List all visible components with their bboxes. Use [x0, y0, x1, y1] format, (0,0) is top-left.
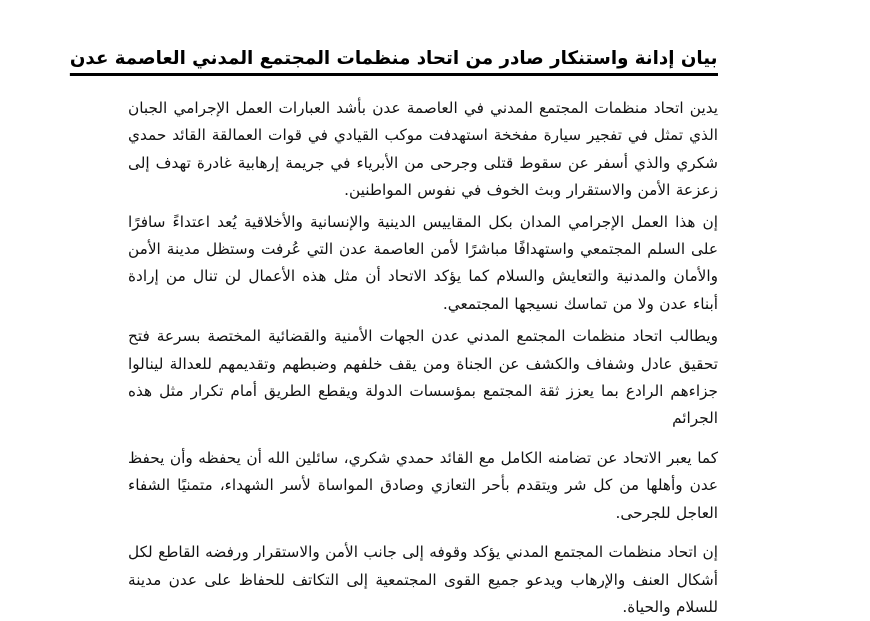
- paragraph-2: إن هذا العمل الإجرامي المدان بكل المقاييس الدينية والإنسانية والأخلاقية يُعد اعتداءً سافرًا على السلم المجتمعي واستهدافًا مباشرًا لأمن العاصمة عدن التي عُرفت وستظل مدينة الأمن والأمان والمدنية والتعايش والسلام كما يؤكد الاتحاد أن مثل هذه الأعمال لن تنال من إرادة أبناء عدن ولا من تماسك نسيجها المجتمعي.: [128, 212, 718, 313]
- document-title: [70, 0, 718, 76]
- paragraph-3: ويطالب اتحاد منظمات المجتمع المدني عدن الجهات الأمنية والقضائية المختصة بسرعة فتح تحقيق عادل وشفاف والكشف عن الجناة ومن يقف خلفهم وضبطهم وتقديمهم للعدالة لينالوا جزاءهم الرادع بما يعزز ثقة المجتمع بمؤسسات الدولة ويقطع الطريق أمام تكرار مثل هذه الجرائم: [128, 327, 718, 428]
- document-title-underlined-text: بيان إدانة واستنكار صادر من اتحاد منظمات المجتمع المدني العاصمة عدن: [70, 46, 718, 76]
- paragraph-4: كما يعبر الاتحاد عن تضامنه الكامل مع القائد حمدي شكري، سائلين الله أن يحفظه وأن يحفظ عدن وأهلها من كل شر ويتقدم بأحر التعازي وصادق المواساة لأسر الشهداء، متمنيًا الشفاء العاجل للجرحى.: [128, 448, 718, 522]
- document-text-column: [70, 0, 718, 616]
- paragraph-5: إن اتحاد منظمات المجتمع المدني يؤكد وقوفه إلى جانب الأمن والاستقرار ورفضه القاطع لكل أشكال العنف والإرهاب ويدعو جميع القوى المجتمعية إلى التكاتف للحفاظ على عدن مدينة للسلام والحياة.: [128, 543, 718, 616]
- paragraph-1: يدين اتحاد منظمات المجتمع المدني في العاصمة عدن بأشد العبارات العمل الإجرامي الجبان الذي تمثل في تفجير سيارة مفخخة استهدفت موكب القيادي في قوات العمالقة القائد حمدي شكري والذي أسفر عن سقوط قتلى وجرحى من الأبرياء في جريمة إرهابية غادرة تهدف إلى زعزعة الأمن والاستقرار وبث الخوف في نفوس المواطنين.: [128, 99, 718, 200]
